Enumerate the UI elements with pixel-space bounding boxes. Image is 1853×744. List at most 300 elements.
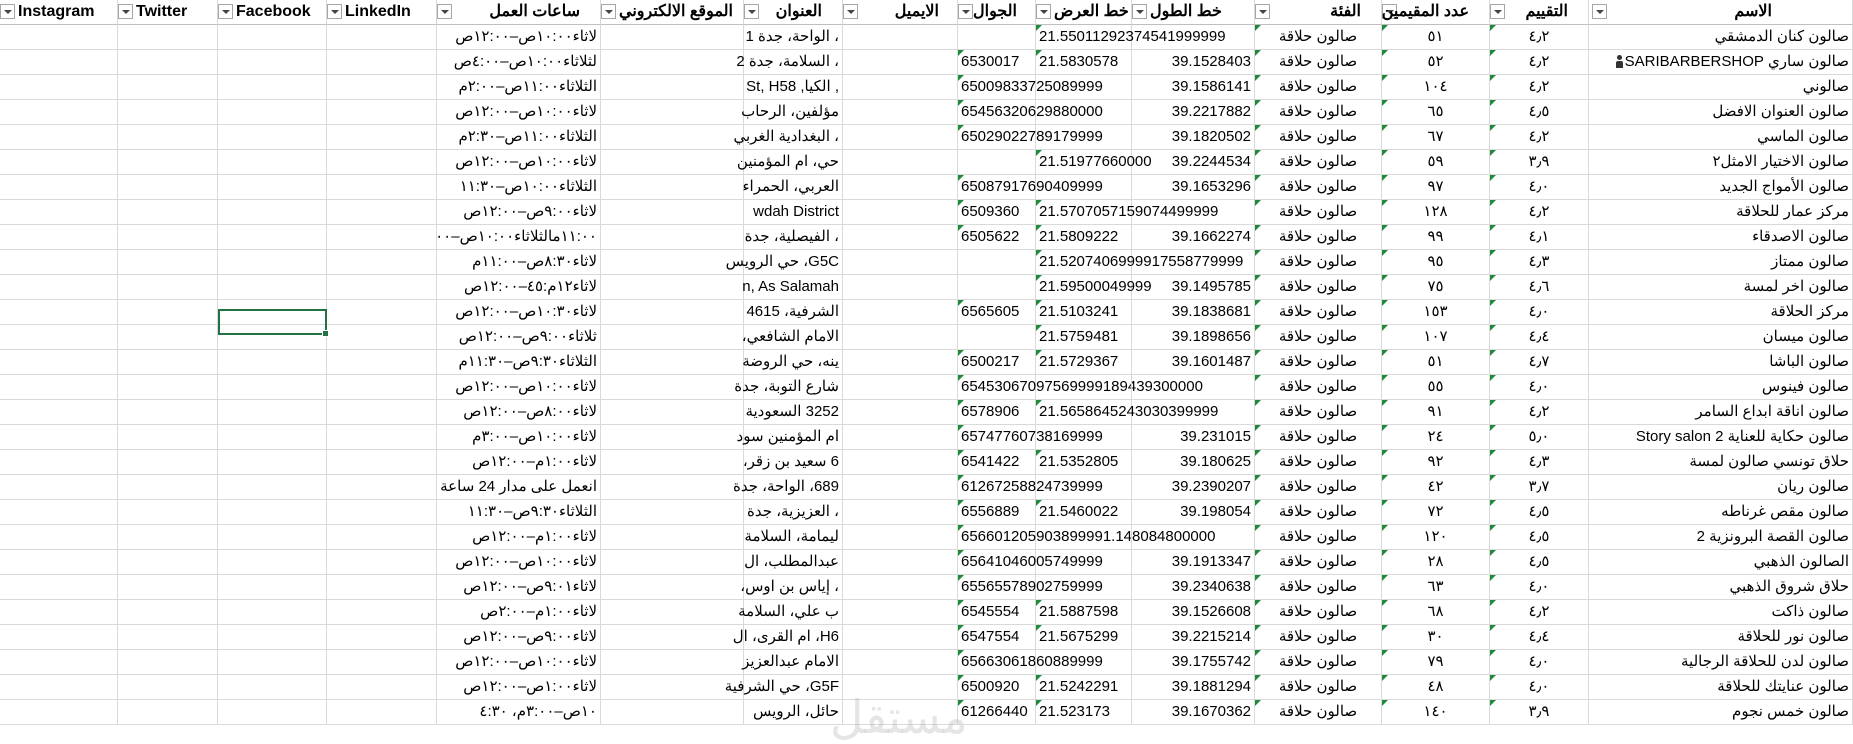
cell-twitter[interactable] (118, 50, 218, 75)
cell-rating[interactable] (1490, 525, 1589, 550)
cell-linkedin[interactable] (327, 475, 437, 500)
cell-email[interactable] (843, 175, 958, 200)
cell-linkedin[interactable] (327, 200, 437, 225)
cell-hours[interactable] (437, 475, 601, 500)
cell-linkedin[interactable] (327, 150, 437, 175)
cell-reviews[interactable] (1382, 100, 1490, 125)
cell-lng[interactable] (1132, 575, 1255, 600)
cell-email[interactable] (843, 100, 958, 125)
cell-email[interactable] (843, 625, 958, 650)
cell-instagram[interactable] (0, 300, 118, 325)
cell-lat[interactable] (1036, 700, 1132, 725)
cell-website[interactable] (601, 25, 744, 50)
cell-category[interactable] (1255, 550, 1382, 575)
cell-rating[interactable] (1490, 275, 1589, 300)
cell-website[interactable] (601, 325, 744, 350)
cell-facebook[interactable] (218, 400, 327, 425)
cell-linkedin[interactable] (327, 375, 437, 400)
cell-email[interactable] (843, 50, 958, 75)
cell-phone[interactable] (958, 475, 1103, 500)
header-hours[interactable] (437, 0, 601, 25)
header-rating[interactable] (1490, 0, 1589, 25)
cell-rating[interactable] (1490, 350, 1589, 375)
cell-lat[interactable] (1036, 400, 1219, 425)
cell-phone[interactable] (958, 175, 1103, 200)
cell-linkedin[interactable] (327, 250, 437, 275)
cell-reviews[interactable] (1382, 575, 1490, 600)
cell-email[interactable] (843, 325, 958, 350)
cell-phone[interactable] (958, 125, 1103, 150)
cell-rating[interactable] (1490, 75, 1589, 100)
cell-phone[interactable] (958, 250, 1036, 275)
header-phone[interactable] (958, 0, 1036, 25)
cell-reviews[interactable] (1382, 50, 1490, 75)
cell-instagram[interactable] (0, 600, 118, 625)
cell-website[interactable] (601, 50, 744, 75)
cell-reviews[interactable] (1382, 175, 1490, 200)
cell-lat[interactable] (1036, 625, 1132, 650)
cell-category[interactable] (1255, 100, 1382, 125)
cell-website[interactable] (601, 200, 744, 225)
cell-category[interactable] (1255, 225, 1382, 250)
cell-category[interactable] (1255, 75, 1382, 100)
cell-address[interactable] (744, 550, 843, 575)
cell-linkedin[interactable] (327, 675, 437, 700)
cell-phone[interactable] (958, 650, 1103, 675)
cell-website[interactable] (601, 350, 744, 375)
cell-twitter[interactable] (118, 150, 218, 175)
cell-phone[interactable] (958, 550, 1103, 575)
cell-instagram[interactable] (0, 75, 118, 100)
cell-twitter[interactable] (118, 675, 218, 700)
cell-facebook[interactable] (218, 175, 327, 200)
cell-website[interactable] (601, 425, 744, 450)
filter-dropdown-icon[interactable] (327, 4, 342, 19)
cell-website[interactable] (601, 400, 744, 425)
cell-instagram[interactable] (0, 450, 118, 475)
header-facebook[interactable] (218, 0, 327, 25)
cell-twitter[interactable] (118, 600, 218, 625)
cell-address[interactable] (744, 525, 843, 550)
cell-instagram[interactable] (0, 125, 118, 150)
cell-hours[interactable] (437, 25, 601, 50)
cell-twitter[interactable] (118, 550, 218, 575)
cell-address[interactable] (725, 250, 843, 275)
cell-phone[interactable] (958, 350, 1036, 375)
cell-name[interactable] (1589, 550, 1853, 575)
cell-twitter[interactable] (118, 575, 218, 600)
cell-lat[interactable] (1036, 525, 1132, 550)
cell-name[interactable] (1589, 100, 1853, 125)
cell-facebook[interactable] (218, 625, 327, 650)
cell-name[interactable] (1589, 50, 1853, 75)
cell-lng[interactable] (1132, 500, 1255, 525)
cell-phone[interactable] (958, 325, 1036, 350)
cell-lat[interactable] (1036, 200, 1219, 225)
cell-lat[interactable] (1036, 100, 1132, 125)
cell-name[interactable] (1589, 275, 1853, 300)
cell-linkedin[interactable] (327, 600, 437, 625)
cell-phone[interactable] (958, 75, 1103, 100)
cell-reviews[interactable] (1382, 250, 1490, 275)
cell-twitter[interactable] (118, 75, 218, 100)
cell-lng[interactable] (1132, 125, 1255, 150)
cell-facebook[interactable] (218, 75, 327, 100)
cell-facebook[interactable] (218, 525, 327, 550)
cell-name[interactable] (1589, 200, 1853, 225)
cell-rating[interactable] (1490, 500, 1589, 525)
cell-email[interactable] (843, 200, 958, 225)
filter-dropdown-icon[interactable] (1490, 4, 1505, 19)
cell-twitter[interactable] (118, 700, 218, 725)
cell-lat[interactable] (1036, 225, 1132, 250)
cell-rating[interactable] (1490, 250, 1589, 275)
cell-facebook[interactable] (218, 650, 327, 675)
cell-category[interactable] (1255, 150, 1382, 175)
cell-instagram[interactable] (0, 475, 118, 500)
cell-phone[interactable] (958, 200, 1036, 225)
cell-name[interactable] (1589, 75, 1853, 100)
cell-rating[interactable] (1490, 575, 1589, 600)
cell-email[interactable] (843, 250, 958, 275)
cell-linkedin[interactable] (327, 550, 437, 575)
cell-name[interactable] (1589, 225, 1853, 250)
filter-dropdown-icon[interactable] (958, 4, 973, 19)
cell-address[interactable] (744, 300, 843, 325)
cell-phone[interactable] (958, 150, 1036, 175)
cell-website[interactable] (601, 125, 744, 150)
header-instagram[interactable] (0, 0, 118, 25)
cell-category[interactable] (1255, 675, 1382, 700)
cell-facebook[interactable] (218, 200, 327, 225)
cell-twitter[interactable] (118, 500, 218, 525)
cell-twitter[interactable] (118, 175, 218, 200)
cell-linkedin[interactable] (327, 25, 437, 50)
cell-name[interactable] (1589, 325, 1853, 350)
cell-rating[interactable] (1490, 550, 1589, 575)
cell-twitter[interactable] (118, 275, 218, 300)
cell-reviews[interactable] (1382, 125, 1490, 150)
cell-category[interactable] (1255, 650, 1382, 675)
cell-address[interactable] (744, 200, 843, 225)
cell-facebook[interactable] (218, 600, 327, 625)
cell-hours[interactable] (437, 75, 601, 100)
cell-category[interactable] (1255, 125, 1382, 150)
cell-instagram[interactable] (0, 700, 118, 725)
cell-category[interactable] (1255, 175, 1382, 200)
cell-address[interactable] (736, 425, 843, 450)
cell-name[interactable] (1589, 375, 1853, 400)
cell-lng[interactable] (1132, 475, 1255, 500)
cell-linkedin[interactable] (327, 700, 437, 725)
cell-linkedin[interactable] (327, 625, 437, 650)
cell-linkedin[interactable] (327, 300, 437, 325)
cell-facebook[interactable] (218, 275, 327, 300)
cell-lat[interactable] (1036, 250, 1244, 275)
cell-category[interactable] (1255, 700, 1382, 725)
cell-email[interactable] (843, 225, 958, 250)
cell-lng[interactable] (1132, 550, 1255, 575)
cell-reviews[interactable] (1382, 675, 1490, 700)
cell-phone[interactable] (958, 600, 1036, 625)
cell-website[interactable] (601, 675, 744, 700)
cell-email[interactable] (843, 125, 958, 150)
cell-reviews[interactable] (1382, 275, 1490, 300)
cell-address[interactable] (724, 675, 843, 700)
cell-lat[interactable] (1036, 150, 1152, 175)
cell-lat[interactable] (1036, 350, 1132, 375)
cell-rating[interactable] (1490, 100, 1589, 125)
cell-linkedin[interactable] (327, 575, 437, 600)
cell-rating[interactable] (1490, 175, 1589, 200)
cell-hours[interactable] (437, 550, 601, 575)
cell-category[interactable] (1255, 400, 1382, 425)
cell-twitter[interactable] (118, 250, 218, 275)
cell-reviews[interactable] (1382, 200, 1490, 225)
cell-rating[interactable] (1490, 150, 1589, 175)
cell-address[interactable] (734, 375, 843, 400)
header-lat[interactable] (1036, 0, 1132, 25)
cell-address[interactable] (741, 100, 843, 125)
cell-rating[interactable] (1490, 125, 1589, 150)
cell-linkedin[interactable] (327, 450, 437, 475)
cell-instagram[interactable] (0, 425, 118, 450)
cell-hours[interactable] (437, 100, 601, 125)
cell-name[interactable] (1589, 675, 1853, 700)
filter-dropdown-icon[interactable] (601, 4, 616, 19)
filter-dropdown-icon[interactable] (0, 4, 15, 19)
cell-address[interactable] (744, 275, 843, 300)
cell-rating[interactable] (1490, 200, 1589, 225)
cell-facebook[interactable] (218, 100, 327, 125)
cell-category[interactable] (1255, 600, 1382, 625)
cell-lat[interactable] (1036, 175, 1132, 200)
cell-address[interactable] (744, 75, 843, 100)
cell-twitter[interactable] (118, 350, 218, 375)
cell-rating[interactable] (1490, 600, 1589, 625)
cell-address[interactable] (744, 650, 843, 675)
cell-reviews[interactable] (1382, 475, 1490, 500)
cell-facebook[interactable] (218, 425, 327, 450)
cell-instagram[interactable] (0, 200, 118, 225)
cell-hours[interactable] (437, 575, 601, 600)
cell-instagram[interactable] (0, 25, 118, 50)
cell-address[interactable] (744, 450, 843, 475)
cell-category[interactable] (1255, 375, 1382, 400)
cell-hours[interactable] (437, 675, 601, 700)
header-category[interactable] (1255, 0, 1382, 25)
cell-phone[interactable] (958, 25, 1036, 50)
cell-lat[interactable] (1036, 500, 1132, 525)
cell-hours[interactable] (437, 375, 601, 400)
cell-website[interactable] (601, 500, 744, 525)
cell-name[interactable] (1589, 625, 1853, 650)
cell-category[interactable] (1255, 325, 1382, 350)
cell-category[interactable] (1255, 200, 1382, 225)
cell-lng[interactable] (1132, 350, 1255, 375)
cell-hours[interactable] (437, 125, 601, 150)
cell-instagram[interactable] (0, 225, 118, 250)
cell-phone[interactable] (958, 450, 1036, 475)
cell-lng[interactable] (1132, 700, 1255, 725)
cell-rating[interactable] (1490, 400, 1589, 425)
cell-twitter[interactable] (118, 450, 218, 475)
cell-category[interactable] (1255, 275, 1382, 300)
cell-category[interactable] (1255, 575, 1382, 600)
cell-website[interactable] (601, 175, 744, 200)
cell-reviews[interactable] (1382, 425, 1490, 450)
cell-rating[interactable] (1490, 325, 1589, 350)
cell-name[interactable] (1589, 250, 1853, 275)
cell-name[interactable] (1589, 700, 1853, 725)
cell-hours[interactable] (437, 350, 601, 375)
cell-reviews[interactable] (1382, 625, 1490, 650)
cell-phone[interactable] (958, 300, 1036, 325)
cell-rating[interactable] (1490, 425, 1589, 450)
cell-hours[interactable] (437, 500, 601, 525)
cell-name[interactable] (1589, 450, 1853, 475)
cell-twitter[interactable] (118, 375, 218, 400)
filter-dropdown-icon[interactable] (744, 4, 759, 19)
cell-category[interactable] (1255, 450, 1382, 475)
cell-lat[interactable] (1036, 575, 1132, 600)
cell-lng[interactable] (1132, 100, 1255, 125)
cell-phone[interactable] (958, 675, 1036, 700)
cell-category[interactable] (1255, 350, 1382, 375)
cell-lng[interactable] (1132, 175, 1255, 200)
cell-instagram[interactable] (0, 175, 118, 200)
selected-cell[interactable] (218, 309, 327, 335)
cell-name[interactable] (1589, 500, 1853, 525)
cell-linkedin[interactable] (327, 125, 437, 150)
cell-website[interactable] (601, 375, 744, 400)
cell-instagram[interactable] (0, 400, 118, 425)
cell-instagram[interactable] (0, 325, 118, 350)
cell-category[interactable] (1255, 500, 1382, 525)
cell-address[interactable] (744, 25, 843, 50)
cell-lng[interactable] (1132, 75, 1255, 100)
cell-rating[interactable] (1490, 50, 1589, 75)
cell-reviews[interactable] (1382, 525, 1490, 550)
cell-website[interactable] (601, 100, 744, 125)
cell-name[interactable] (1589, 175, 1853, 200)
cell-facebook[interactable] (218, 375, 327, 400)
cell-email[interactable] (843, 275, 958, 300)
cell-instagram[interactable] (0, 650, 118, 675)
cell-reviews[interactable] (1382, 325, 1490, 350)
cell-lat[interactable] (1036, 600, 1132, 625)
cell-reviews[interactable] (1382, 25, 1490, 50)
cell-instagram[interactable] (0, 150, 118, 175)
filter-dropdown-icon[interactable] (437, 4, 452, 19)
filter-dropdown-icon[interactable] (843, 4, 858, 19)
cell-email[interactable] (843, 300, 958, 325)
cell-hours[interactable] (437, 450, 601, 475)
cell-twitter[interactable] (118, 200, 218, 225)
cell-hours[interactable] (437, 150, 601, 175)
cell-facebook[interactable] (218, 500, 327, 525)
cell-twitter[interactable] (118, 425, 218, 450)
cell-lat[interactable] (1036, 425, 1132, 450)
cell-name[interactable] (1589, 475, 1853, 500)
cell-address[interactable] (738, 600, 843, 625)
cell-hours[interactable] (437, 300, 601, 325)
cell-twitter[interactable] (118, 475, 218, 500)
cell-hours[interactable] (437, 275, 601, 300)
cell-phone[interactable] (958, 50, 1036, 75)
cell-lng[interactable] (1132, 300, 1255, 325)
header-email[interactable] (843, 0, 958, 25)
cell-lng[interactable] (1132, 325, 1255, 350)
cell-category[interactable] (1255, 425, 1382, 450)
cell-rating[interactable] (1490, 475, 1589, 500)
cell-reviews[interactable] (1382, 300, 1490, 325)
cell-address[interactable] (744, 225, 843, 250)
cell-reviews[interactable] (1382, 600, 1490, 625)
cell-reviews[interactable] (1382, 225, 1490, 250)
cell-website[interactable] (601, 250, 744, 275)
cell-name[interactable] (1589, 525, 1853, 550)
cell-reviews[interactable] (1382, 400, 1490, 425)
cell-facebook[interactable] (218, 475, 327, 500)
cell-website[interactable] (601, 650, 744, 675)
cell-facebook[interactable] (218, 350, 327, 375)
cell-website[interactable] (601, 450, 744, 475)
cell-linkedin[interactable] (327, 225, 437, 250)
cell-hours[interactable] (437, 200, 601, 225)
cell-address[interactable] (732, 475, 843, 500)
cell-website[interactable] (601, 575, 744, 600)
cell-twitter[interactable] (118, 625, 218, 650)
cell-lat[interactable] (1036, 300, 1132, 325)
header-lng[interactable] (1132, 0, 1255, 25)
cell-hours[interactable] (437, 325, 601, 350)
cell-website[interactable] (601, 550, 744, 575)
cell-category[interactable] (1255, 475, 1382, 500)
cell-phone[interactable] (958, 225, 1036, 250)
cell-email[interactable] (843, 400, 958, 425)
cell-lng[interactable] (1132, 675, 1255, 700)
cell-hours[interactable] (437, 225, 601, 250)
cell-email[interactable] (843, 375, 958, 400)
cell-lng[interactable] (1132, 650, 1255, 675)
cell-linkedin[interactable] (327, 650, 437, 675)
cell-hours[interactable] (437, 50, 601, 75)
cell-facebook[interactable] (218, 675, 327, 700)
header-linkedin[interactable] (327, 0, 437, 25)
cell-website[interactable] (601, 600, 744, 625)
cell-lng[interactable] (1132, 450, 1255, 475)
cell-lat[interactable] (1036, 275, 1152, 300)
cell-twitter[interactable] (118, 650, 218, 675)
header-name[interactable] (1589, 0, 1853, 25)
cell-reviews[interactable] (1382, 450, 1490, 475)
cell-instagram[interactable] (0, 350, 118, 375)
cell-lat[interactable] (1036, 25, 1226, 50)
header-reviews[interactable] (1382, 0, 1490, 25)
cell-linkedin[interactable] (327, 525, 437, 550)
filter-dropdown-icon[interactable] (1132, 4, 1147, 19)
cell-address[interactable] (736, 150, 843, 175)
filter-dropdown-icon[interactable] (1592, 4, 1607, 19)
cell-linkedin[interactable] (327, 100, 437, 125)
cell-twitter[interactable] (118, 525, 218, 550)
cell-lat[interactable] (1036, 375, 1132, 400)
cell-name[interactable] (1589, 125, 1853, 150)
cell-category[interactable] (1255, 50, 1382, 75)
cell-hours[interactable] (437, 400, 601, 425)
cell-instagram[interactable] (0, 500, 118, 525)
